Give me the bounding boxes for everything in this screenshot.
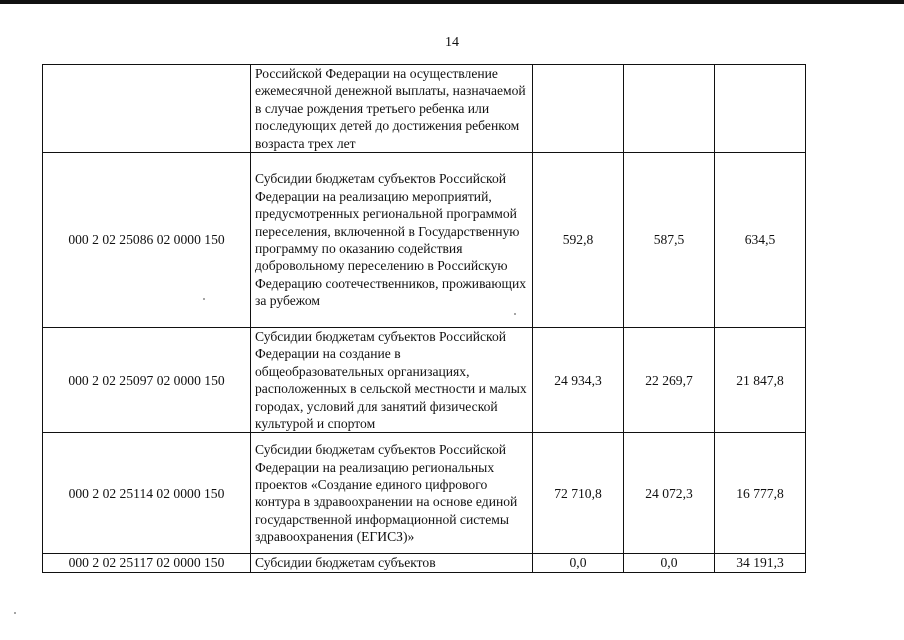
scan-speck bbox=[203, 298, 205, 300]
budget-code-cell: 000 2 02 25117 02 0000 150 bbox=[43, 554, 251, 572]
scan-speck bbox=[514, 313, 516, 315]
scan-speck bbox=[14, 612, 16, 614]
budget-code-cell: 000 2 02 25097 02 0000 150 bbox=[43, 328, 251, 433]
value-cell-year3 bbox=[715, 65, 806, 153]
description-cell: Субсидии бюджетам субъектов Российской Федерации на реализацию региональных проектов «Создание единого цифрового контура в здравоохранении на основе единой государственной информационной системы здравоохранения (ЕГИСЗ)» bbox=[251, 433, 533, 554]
value-cell-year1: 24 934,3 bbox=[533, 328, 624, 433]
page-top-border bbox=[0, 0, 904, 4]
table-row bbox=[43, 554, 806, 572]
table-row bbox=[43, 153, 806, 328]
value-cell-year3: 16 777,8 bbox=[715, 433, 806, 554]
table-row bbox=[43, 65, 806, 153]
value-cell-year1 bbox=[533, 65, 624, 153]
budget-code-cell: 000 2 02 25086 02 0000 150 bbox=[43, 153, 251, 328]
value-cell-year2: 0,0 bbox=[624, 554, 715, 572]
value-cell-year2: 587,5 bbox=[624, 153, 715, 328]
budget-code-cell bbox=[43, 65, 251, 153]
value-cell-year2: 24 072,3 bbox=[624, 433, 715, 554]
value-cell-year2 bbox=[624, 65, 715, 153]
value-cell-year3: 634,5 bbox=[715, 153, 806, 328]
value-cell-year1: 592,8 bbox=[533, 153, 624, 328]
table-row bbox=[43, 433, 806, 554]
value-cell-year2: 22 269,7 bbox=[624, 328, 715, 433]
value-cell-year3: 21 847,8 bbox=[715, 328, 806, 433]
budget-code-cell: 000 2 02 25114 02 0000 150 bbox=[43, 433, 251, 554]
description-cell: Российской Федерации на осуществление ежемесячной денежной выплаты, назначаемой в случае рождения третьего ребенка или последующих детей до достижения ребенком возраста трех лет bbox=[251, 65, 533, 153]
description-cell: Субсидии бюджетам субъектов Российской Федерации на реализацию мероприятий, предусмотренных региональной программой переселения, включенной в Государственную программу по оказанию содействия добровольному переселению в Российскую Федерацию соотечественников, проживающих за рубежом bbox=[251, 153, 533, 328]
value-cell-year3: 34 191,3 bbox=[715, 554, 806, 572]
table-row bbox=[43, 328, 806, 433]
description-cell: Субсидии бюджетам субъектов bbox=[251, 554, 533, 572]
value-cell-year1: 72 710,8 bbox=[533, 433, 624, 554]
page-number: 14 bbox=[445, 35, 459, 50]
budget-table bbox=[42, 64, 806, 573]
description-cell: Субсидии бюджетам субъектов Российской Федерации на создание в общеобразовательных организациях, расположенных в сельской местности и малых городах, условий для занятий физической культурой и спортом bbox=[251, 328, 533, 433]
value-cell-year1: 0,0 bbox=[533, 554, 624, 572]
